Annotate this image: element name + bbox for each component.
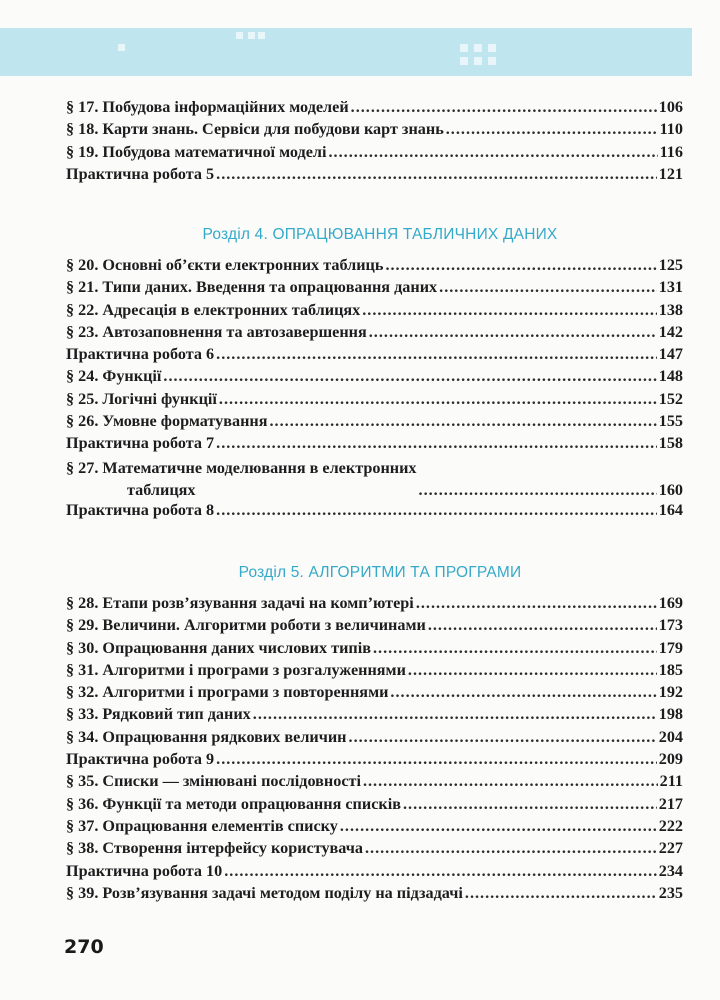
toc-entry[interactable]	[66, 884, 683, 906]
section-heading-5: Розділ 5. АЛГОРИТМИ ТА ПРОГРАМИ	[238, 564, 522, 581]
toc-entry-page: 234	[658, 861, 683, 880]
header-band	[0, 28, 692, 76]
dot-leader	[419, 479, 657, 501]
toc-entry[interactable]	[66, 256, 683, 278]
decorative-square	[118, 44, 125, 51]
toc-entry[interactable]	[66, 457, 683, 502]
toc-entry-page: 160	[658, 480, 683, 499]
toc-entry-page: 158	[658, 434, 683, 453]
toc-entry-label: § 17. Побудова інформаційних моделей	[66, 98, 349, 116]
toc-entry-label: § 36. Функції та методи опрацювання списків	[66, 794, 401, 813]
toc-entry[interactable]	[66, 301, 683, 323]
toc-entry-page: 209	[658, 750, 683, 769]
dot-leader	[362, 301, 656, 320]
dot-leader	[216, 345, 657, 364]
toc-entry[interactable]	[66, 390, 683, 412]
toc-entry[interactable]	[66, 862, 683, 884]
toc-entry-label: Практична робота 5	[66, 164, 215, 183]
toc-entry[interactable]	[66, 795, 683, 817]
page-number: 270	[64, 936, 104, 958]
toc-entry-page: 169	[658, 594, 683, 612]
toc-entry-label-line1: § 27. Математичне моделювання в електронниx	[66, 458, 417, 477]
toc-entry-page: 125	[658, 256, 683, 274]
decorative-square	[474, 57, 482, 65]
toc-entry[interactable]	[66, 661, 683, 683]
dot-leader	[363, 772, 658, 791]
toc-entry-page: 227	[658, 839, 683, 858]
toc-entry-page: 155	[658, 412, 683, 431]
toc-entry-page: 173	[658, 616, 683, 635]
toc-entry-label: § 22. Адресація в електронних таблицях	[66, 300, 361, 319]
dot-leader	[465, 884, 657, 903]
toc-entry-page: 211	[659, 772, 683, 791]
section-heading-4: Розділ 4. ОПРАЦЮВАННЯ ТАБЛИЧНИХ ДАНИХ	[202, 226, 558, 243]
toc-entry-label: § 21. Типи даних. Введення та опрацювання даних	[66, 278, 438, 297]
dot-leader	[439, 278, 657, 297]
dot-leader	[216, 501, 657, 520]
toc-entry[interactable]	[66, 98, 683, 120]
toc-entry-page: 148	[658, 367, 683, 386]
dot-leader	[270, 412, 657, 431]
toc-entry[interactable]	[66, 120, 683, 142]
toc-entry-page: 106	[658, 98, 683, 116]
toc-entry-label: Практична робота 8	[66, 501, 215, 520]
toc-entry-label: § 35. Списки — змінювані послідовності	[66, 772, 361, 791]
dot-leader	[373, 639, 657, 658]
toc-entry[interactable]	[66, 143, 683, 165]
toc-entry[interactable]	[66, 412, 683, 434]
toc-entry-page: 131	[658, 278, 683, 297]
toc-entry[interactable]	[66, 772, 683, 794]
toc-entry[interactable]	[66, 639, 683, 661]
toc-entry-label-line2: таблицях	[127, 480, 196, 499]
toc-entry-label: § 26. Умовне форматування	[66, 412, 268, 431]
toc-entry[interactable]	[66, 594, 683, 616]
toc-entry-page: 110	[659, 120, 683, 139]
toc-entry-page: 179	[658, 638, 683, 657]
dot-leader	[365, 839, 657, 858]
toc-entry-page: 192	[658, 683, 683, 702]
dot-leader	[403, 795, 657, 814]
decorative-square	[460, 44, 468, 52]
toc-entry-page: 121	[658, 164, 683, 183]
toc-entry[interactable]	[66, 750, 683, 772]
dot-leader	[446, 120, 658, 139]
toc-entry[interactable]	[66, 728, 683, 750]
decorative-square	[460, 57, 468, 65]
toc-entry-label: Практична робота 9	[66, 750, 215, 769]
toc-entry-label: § 39. Розв’язування задачі методом поділу на підзадачі	[66, 883, 463, 902]
dot-leader	[163, 367, 656, 386]
toc-entry-label: § 24. Функції	[66, 367, 162, 386]
toc-entry[interactable]	[66, 434, 683, 456]
toc-entry-label: § 34. Опрацювання рядкових величин	[66, 727, 347, 746]
dot-leader	[349, 728, 657, 747]
toc-entry[interactable]	[66, 501, 683, 523]
dot-leader	[369, 323, 657, 342]
toc-entry-page: 142	[658, 322, 683, 341]
toc-entry[interactable]	[66, 683, 683, 705]
toc-entry-label: § 30. Опрацювання даних числових типів	[66, 638, 371, 657]
decorative-square	[248, 32, 255, 39]
dot-leader	[428, 616, 657, 635]
toc-entry-page: 198	[658, 705, 683, 724]
toc-entry-label: § 38. Створення інтерфейсу користувача	[66, 839, 363, 858]
dot-leader	[416, 594, 657, 613]
toc-entry-label: § 25. Логічні функції	[66, 389, 217, 408]
toc-entry-label: § 28. Етапи розв’язування задачі на комп’ютері	[66, 594, 414, 612]
toc-entry-label: § 29. Величини. Алгоритми роботи з величинами	[66, 616, 426, 635]
toc-entry[interactable]	[66, 817, 683, 839]
toc-entry-label: § 20. Основні об’єкти електронних таблиць	[66, 256, 384, 274]
toc-entry-page: 217	[658, 794, 683, 813]
toc-entry-label: § 19. Побудова математичної моделі	[66, 142, 327, 161]
toc-entry-label: § 23. Автозаповнення та автозавершення	[66, 322, 367, 341]
decorative-square	[474, 44, 482, 52]
toc-entry-label: § 37. Опрацювання елементів списку	[66, 816, 338, 835]
toc-entry-label: § 18. Карти знань. Сервіси для побудови карт знань	[66, 120, 444, 139]
toc-entry[interactable]	[66, 345, 683, 367]
toc-entry-label: § 33. Рядковий тип даних	[66, 705, 251, 724]
toc-entry[interactable]	[66, 278, 683, 300]
dot-leader	[385, 256, 656, 275]
toc-entry-page: 185	[658, 660, 683, 679]
dot-leader	[253, 705, 657, 724]
toc-entry[interactable]	[66, 616, 683, 638]
toc-group-2	[66, 256, 683, 524]
toc-entry[interactable]	[66, 323, 683, 345]
decorative-square	[236, 32, 243, 39]
dot-leader	[216, 750, 657, 769]
dot-leader	[408, 661, 657, 680]
dot-leader	[340, 817, 657, 836]
toc-entry[interactable]	[66, 705, 683, 727]
toc-entry-label: Практична робота 7	[66, 434, 215, 453]
toc-entry-page: 138	[658, 300, 683, 319]
toc-entry-page: 147	[658, 345, 683, 364]
toc-entry-page: 222	[658, 816, 683, 835]
toc-entry[interactable]	[66, 165, 683, 187]
decorative-square	[488, 57, 496, 65]
toc-entry-label: § 32. Алгоритми і програми з повтореннями	[66, 683, 389, 702]
toc-entry[interactable]	[66, 839, 683, 861]
dot-leader	[329, 143, 658, 162]
toc-entry[interactable]	[66, 367, 683, 389]
toc-entry-label: Практична робота 10	[66, 861, 223, 880]
toc-group-1	[66, 98, 683, 187]
toc-entry-label	[66, 457, 417, 502]
dot-leader	[351, 98, 657, 117]
toc-entry-page: 116	[659, 142, 683, 161]
dot-leader	[224, 862, 656, 881]
toc-entry-page: 235	[658, 883, 683, 902]
dot-leader	[216, 434, 657, 453]
toc-entry-page: 204	[658, 727, 683, 746]
decorative-square	[488, 44, 496, 52]
toc-entry-page: 152	[658, 389, 683, 408]
dot-leader	[390, 683, 656, 702]
toc-entry-label: Практична робота 6	[66, 345, 215, 364]
dot-leader	[219, 390, 657, 409]
toc-entry-page: 164	[658, 501, 683, 520]
toc-group-3	[66, 594, 683, 906]
dot-leader	[216, 165, 657, 184]
toc-entry-label: § 31. Алгоритми і програми з розгалуженнями	[66, 660, 406, 679]
decorative-square	[258, 32, 265, 39]
